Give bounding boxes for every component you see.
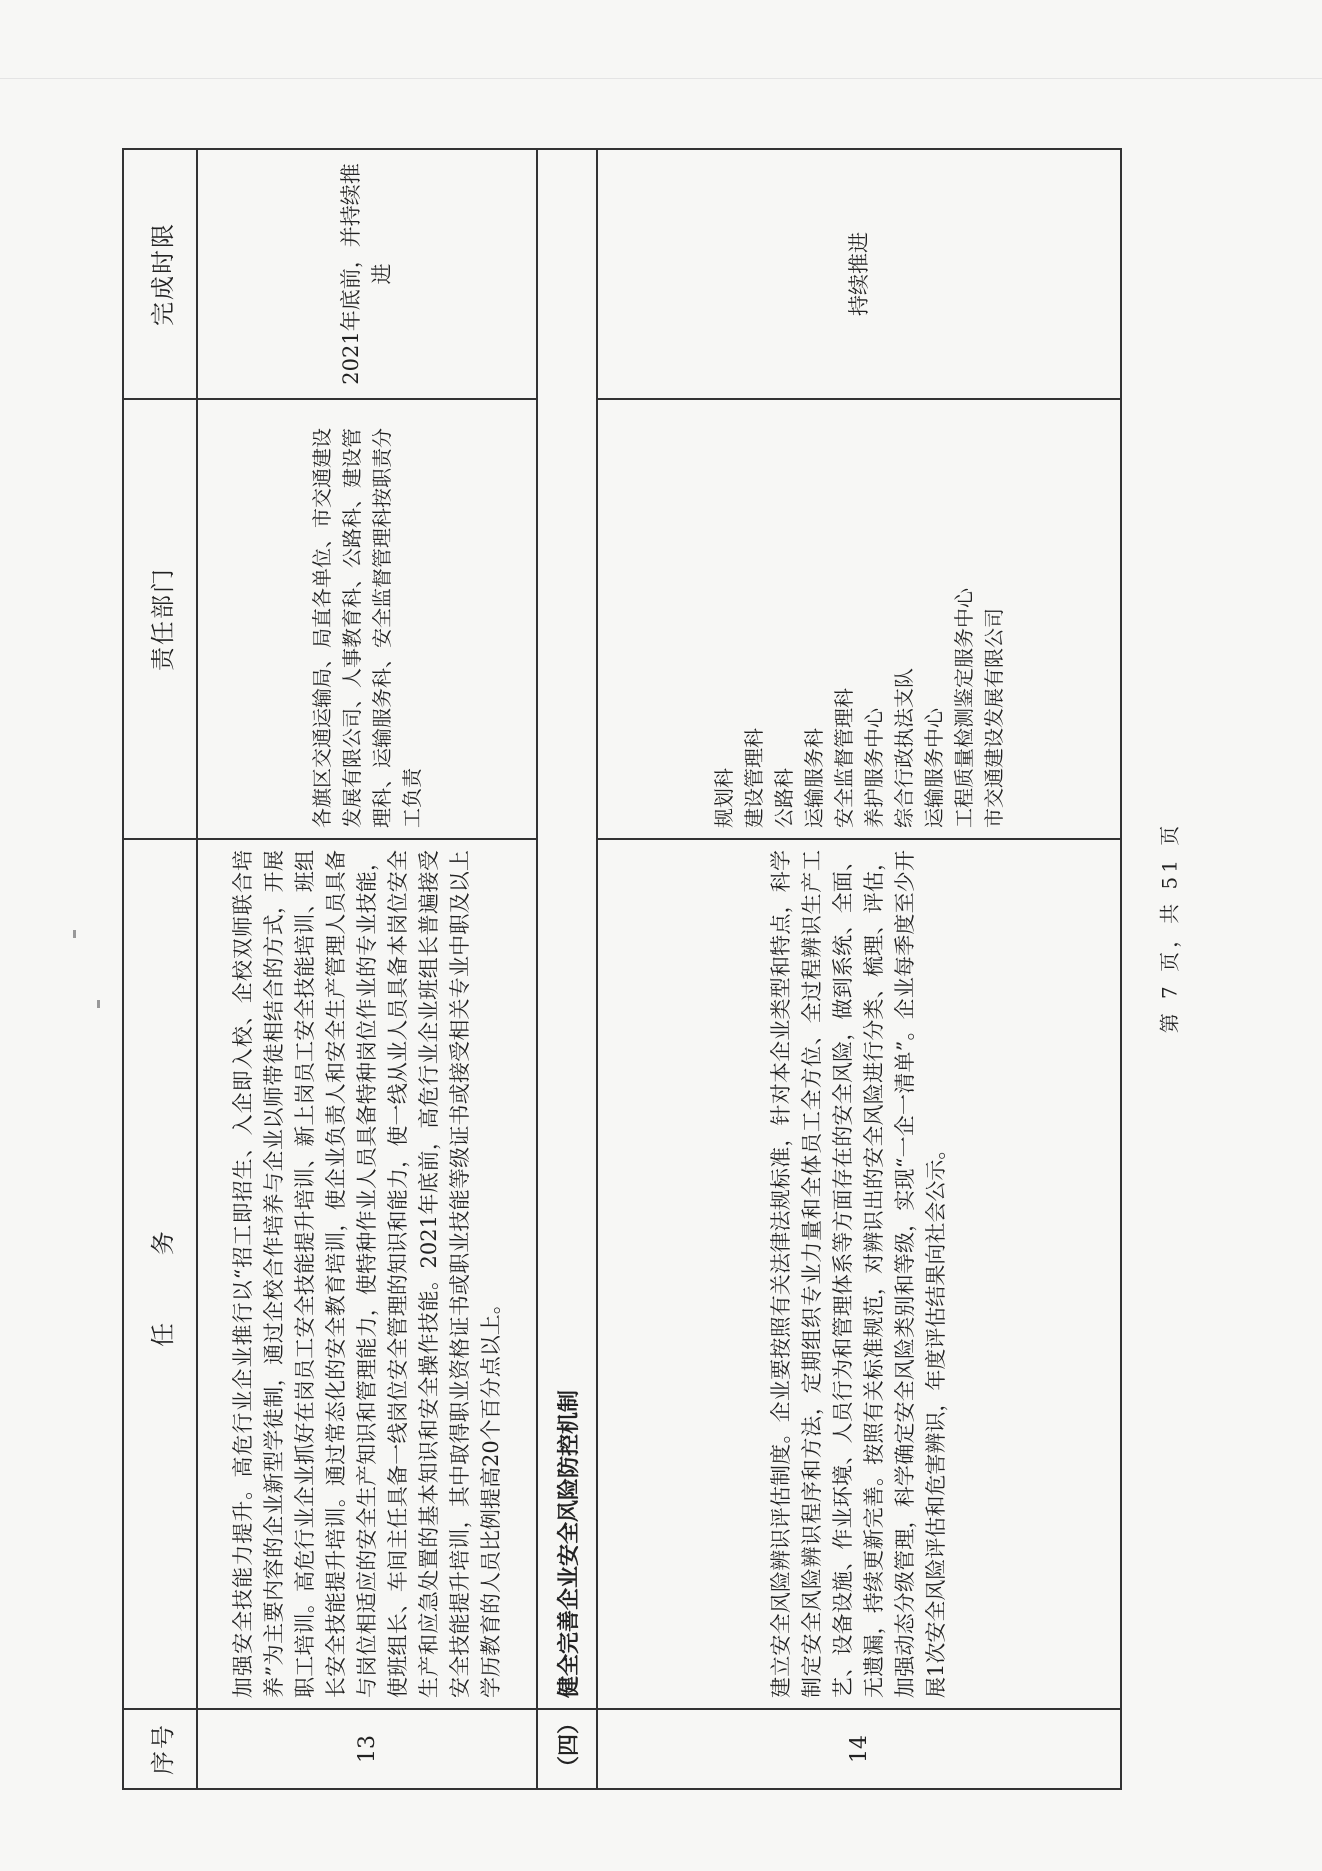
row-deadline: 持续推进 (597, 149, 1121, 399)
section-label: （四） (537, 1709, 597, 1789)
header-seq: 序号 (123, 1709, 197, 1789)
dept-line: 市交通建设发展有限公司 (982, 608, 1006, 828)
row-task: 建立安全风险辨识评估制度。企业要按照有关法律法规标准，针对本企业类型和特点，科学制定安全风险辨识程序和方法，定期组织专业力量和全体员工全方位、全过程辨识生产工艺、设备设施、作业环境、人员行为和管理体系等方面存在的安全风险，做到系统、全面、无遗漏，持续更新完善。按照有关标准规范，对辨识出的安全风险进行分类、梳理、评估，加强动态分级管理，科学确定安全风险类别和等级，实现“一企一清单”。企业每季度至少开展1次安全风险评估和危害辨识，年度评估结果向社会公示。 (597, 839, 1121, 1709)
section-row (537, 149, 597, 1789)
table-row (597, 149, 1121, 1789)
dept-line: 建设管理科 (742, 728, 766, 828)
dept-line: 综合行政执法支队 (892, 668, 916, 828)
scan-mark (73, 930, 76, 938)
dept-line: 运输服务科 (802, 728, 826, 828)
header-task: 任 务 (123, 839, 197, 1709)
dept-line: 工程质量检测鉴定服务中心 (952, 588, 976, 828)
row-deadline: 2021年底前，并持续推进 (197, 149, 537, 399)
row-dept: 各旗区交通运输局、局直各单位、市交通建设发展有限公司、人事教育科、公路科、建设管理科、运输服务科、安全监督管理科按职责分工负责 (197, 399, 537, 839)
table-row (197, 149, 537, 1789)
row-seq: 14 (597, 1709, 1121, 1789)
page-number: 第 7 页，共 51 页 (1157, 821, 1182, 1033)
row-task: 加强安全技能力提升。高危行业企业推行以“招工即招生、入企即入校、企校双师联合培养”为主要内容的企业新型学徒制，通过企校合作培养与企业以师带徒相结合的方式，开展职工培训。高危行业企业抓好在岗员工安全技能提升培训、新上岗员工安全技能培训、班组长安全技能提升培训。通过常态化的安全教育培训，使企业负责人和安全生产管理人员具备与岗位相适应的安全生产知识和管理能力，使特种作业人员具备特种岗位作业的专业技能，使班组长、车间主任具备一线岗位安全管理的知识和能力，使一线从业人员具备本岗位安全生产和应急处置的基本知识和安全操作技能。2021年底前，高危行业企业班组长普遍接受安全技能提升培训，其中取得职业资格证书或职业技能等级证书或接受相关专业中职及以上学历教育的人员比例提高20个百分点以上。 (197, 839, 537, 1709)
dept-line: 公路科 (772, 768, 796, 828)
table-header-row (123, 149, 197, 1789)
header-deadline: 完成时限 (123, 149, 197, 399)
dept-line: 安全监督管理科 (832, 688, 856, 828)
dept-line: 养护服务中心 (862, 708, 886, 828)
row-dept-list (597, 399, 1121, 839)
scan-mark (97, 1000, 100, 1008)
scan-line (0, 78, 1322, 79)
row-seq: 13 (197, 1709, 537, 1789)
page-footer (1148, 812, 1188, 1042)
task-table (122, 148, 1122, 1790)
header-dept: 责任部门 (123, 399, 197, 839)
rotated-page-content (122, 150, 1122, 1790)
section-title: 健全完善企业安全风险防控机制 (537, 149, 597, 1709)
dept-line: 规划科 (712, 768, 736, 828)
dept-line: 运输服务中心 (922, 708, 946, 828)
